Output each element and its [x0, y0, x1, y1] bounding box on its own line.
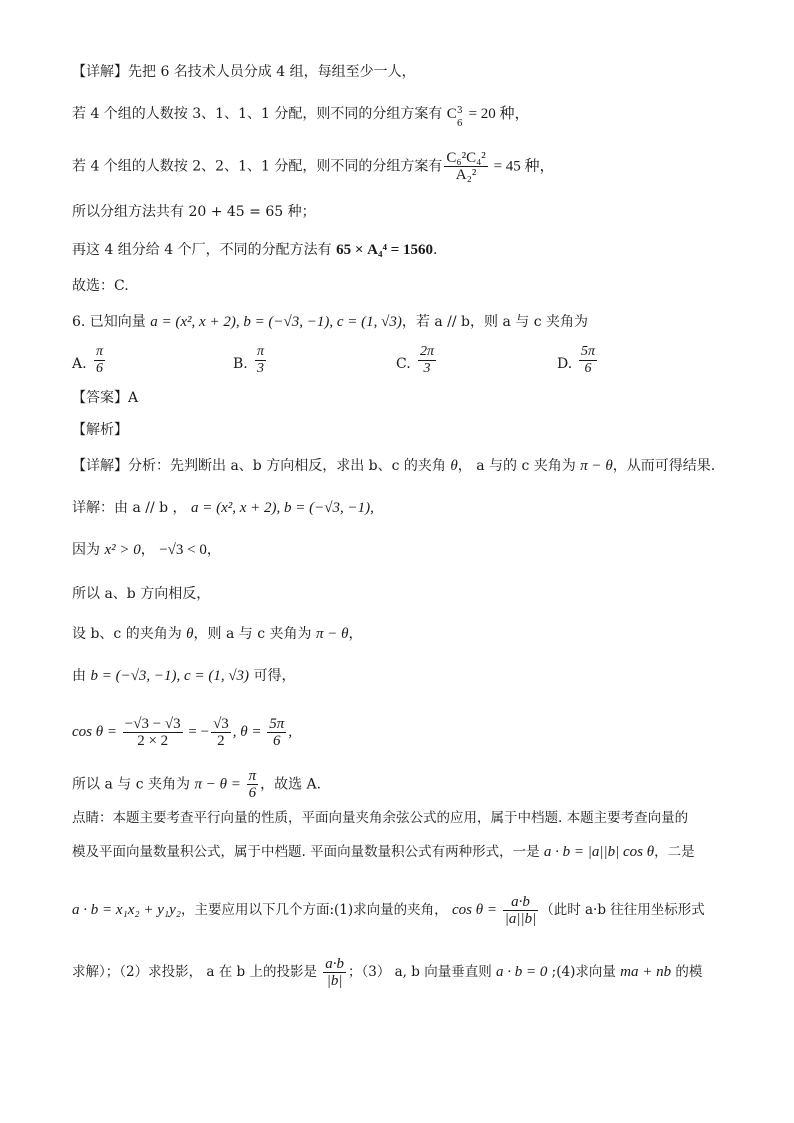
math: , θ = [232, 723, 266, 740]
denominator: 6 [96, 361, 103, 376]
text: ， a 与的 c 夹角为 [457, 458, 581, 474]
numerator: 5π [269, 716, 285, 732]
numerator: 5π [581, 344, 596, 359]
math: C [446, 106, 457, 122]
question-6 [72, 312, 588, 332]
math: b = (−√3, −1), c = (1, √3) [90, 668, 250, 684]
fraction [418, 344, 436, 377]
math: π − θ [315, 626, 349, 642]
text: （此时 a·b 往往用坐标形式 [540, 902, 705, 918]
fraction [94, 344, 105, 377]
fraction [444, 150, 487, 183]
fraction [247, 768, 259, 801]
math: 65 × A₄⁴ = 1560 [336, 242, 433, 258]
text: 【解析】 [72, 422, 128, 438]
text: ，则 a 与 c 夹角为 [193, 626, 316, 642]
detail-6-line-1 [72, 456, 715, 476]
option-label: B. [233, 356, 248, 372]
text: 6. 已知向量 [72, 314, 151, 330]
text: ，主要应用以下几个方面:(1)求向量的夹角， [180, 902, 452, 918]
math: π − θ = [194, 776, 245, 793]
fraction [211, 716, 231, 749]
option-label: D. [557, 356, 573, 372]
text: 若 4 个组的人数按 2、2、1、1 分配，则不同的分组方案有 [72, 158, 443, 175]
text: 求解）；（2）求投影， a 在 b 上的投影是 [72, 964, 322, 980]
text: ， [348, 626, 363, 642]
note-line-1 [72, 808, 688, 828]
text: 若 4 个组的人数按 3、1、1、1 分配，则不同的分组方案有 [72, 106, 447, 122]
math: ma + nb [620, 964, 672, 980]
text: 再这 4 组分给 4 个厂，不同的分配方法有 [72, 242, 337, 258]
detail-line-4 [72, 202, 316, 222]
text: 【答案】A [72, 390, 139, 406]
numerator: √3 [213, 716, 229, 732]
detail-6-line-4 [72, 584, 210, 604]
math: π − θ [580, 458, 613, 474]
fraction [255, 344, 266, 377]
denominator: 6 [584, 361, 592, 376]
detail-6-line-5 [72, 624, 363, 644]
denominator: 3 [257, 361, 264, 376]
detail-6-line-6 [72, 666, 296, 686]
math: = 45 种， [489, 158, 555, 175]
denominator: 2 [217, 733, 225, 749]
numerator: π [257, 344, 265, 359]
note-line-3 [72, 894, 705, 927]
text: 详解：由 a // b ， [72, 500, 191, 516]
text: 故选：C. [72, 278, 129, 294]
text: ， [206, 542, 221, 558]
detail-6-line-2 [72, 498, 374, 518]
text: 因为 [72, 542, 105, 558]
text: 所以 a、b 方向相反， [72, 586, 211, 602]
detail-line-6 [72, 276, 129, 296]
text: ，从而可得结果. [612, 458, 716, 474]
detail-6-line-7 [72, 716, 292, 749]
math: a · b = |a||b| cos θ [543, 844, 655, 860]
math: a = (x², x + 2), b = (−√3, −1), [191, 500, 374, 516]
fraction [503, 894, 539, 927]
fraction [123, 716, 183, 749]
option-label: A. [72, 356, 87, 372]
text: ， [140, 542, 160, 558]
detail-6-line-8 [72, 768, 321, 801]
text: 可得， [249, 668, 296, 684]
note-line-4 [72, 956, 702, 989]
text: 【详解】先把 6 名技术人员分成 4 组，每组至少一人， [72, 64, 416, 80]
detail-line-3 [72, 150, 555, 183]
numerator: π [248, 768, 257, 784]
text: ；（3） a, b 向量垂直则 [348, 964, 496, 980]
numerator: a·b [325, 956, 344, 972]
answer-line [72, 388, 138, 408]
text: 的模 [671, 964, 703, 980]
math: = 20 种， [464, 106, 530, 122]
option-label: C. [396, 356, 411, 372]
math: a · b = 0 [496, 964, 548, 980]
detail-line-1 [72, 62, 416, 82]
math: cos θ = [72, 723, 121, 740]
denominator: 3 [423, 361, 431, 376]
text: 所以 a 与 c 夹角为 [72, 776, 195, 793]
math: cos θ = [451, 902, 501, 918]
text: ，若 a // b，则 a 与 c 夹角为 [401, 314, 588, 330]
math: x² > 0 [104, 542, 141, 558]
text: 所以分组方法共有 20 + 45 = 65 种； [72, 204, 316, 220]
numerator: −√3 − √3 [124, 716, 181, 732]
detail-line-5 [72, 240, 437, 260]
analysis-line [72, 420, 128, 440]
numerator: 2π [420, 344, 435, 359]
math: θ [450, 458, 458, 474]
text: . [433, 242, 438, 258]
math: −√3 < 0 [159, 542, 207, 558]
detail-line-2 [72, 104, 530, 129]
math: a · b = x₁x₂ + y₁y₂ [72, 902, 181, 918]
text: 由 [72, 668, 91, 684]
math: , [288, 723, 293, 740]
text: 设 b、c 的夹角为 [72, 626, 187, 642]
denominator: 6 [273, 733, 281, 749]
math-sup: 3 [456, 106, 463, 116]
text: 点睛：本题主要考查平行向量的性质，平面向量夹角余弦公式的应用，属于中档题. 本题主要考查向量的 [72, 810, 689, 826]
text: ，二是 [654, 844, 695, 860]
math-sub: 6 [456, 119, 463, 129]
fraction [323, 956, 346, 989]
fraction [267, 716, 286, 749]
math: = − [184, 723, 210, 740]
denominator: |a||b| [504, 911, 537, 927]
detail-6-line-3 [72, 540, 221, 560]
math: a = (x², x + 2), b = (−√3, −1), c = (1, √3) [150, 314, 402, 330]
note-line-2 [72, 842, 695, 862]
text: ;(4)求向量 [547, 964, 621, 980]
text: ，故选 A. [260, 776, 322, 793]
numerator: π [96, 344, 104, 359]
text: 模及平面向量数量积公式，属于中档题. 平面向量数量积公式有两种形式，一是 [72, 844, 544, 860]
fraction [579, 344, 597, 377]
denominator: |b| [326, 973, 343, 989]
denominator: 6 [248, 785, 257, 801]
numerator: a·b [503, 894, 539, 911]
denominator: 2 × 2 [137, 733, 169, 749]
numerator: C₆²C₄² [446, 150, 486, 166]
math: θ [186, 626, 194, 642]
text: 【详解】分析：先判断出 a、b 方向相反，求出 b、c 的夹角 [72, 458, 451, 474]
denominator: A₂² [455, 167, 477, 183]
